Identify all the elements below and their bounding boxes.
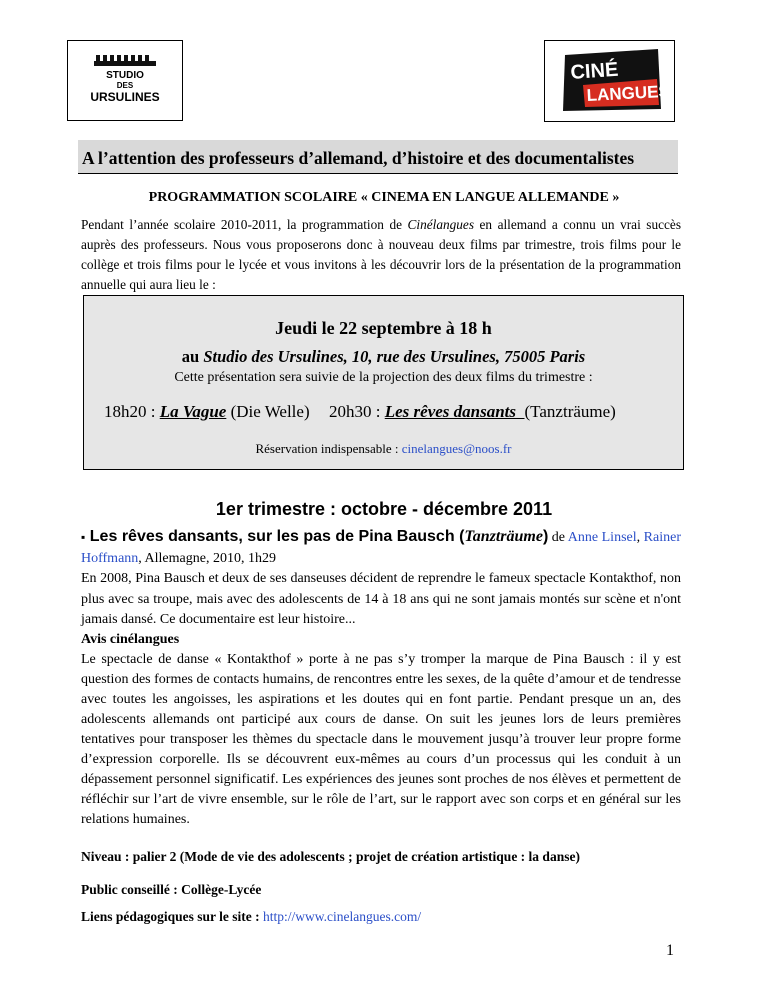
logo-left-line1: STUDIO [106,70,144,81]
cinelangues-logo-art [545,41,674,121]
film-entry [81,527,681,631]
director-link-anne-linsel[interactable]: Anne Linsel [567,530,637,545]
intro-brand: Cinélangues [407,217,474,232]
film2-title: Les rêves dansants [384,402,517,421]
logo-left-line3: URSULINES [90,90,160,104]
trimester-heading: 1er trimestre : octobre - décembre 2011 [215,499,553,519]
page-title: A l’attention des professeurs d’allemand, d’histoire et des documentalistes [82,148,635,168]
event-reservation [83,441,684,457]
studio-ursulines-logo-art [68,41,182,120]
audience-info: Public conseillé : Collège-Lycée [81,882,262,897]
avis-title: Avis cinélangues [81,632,180,647]
director-separator: , [636,530,644,545]
intro-paragraph [81,215,681,295]
film2-time: 20h30 : [329,402,385,421]
film-heading [81,528,548,545]
film1-original: (Die Welle) [226,402,310,421]
program-title: PROGRAMMATION SCOLAIRE « CINEMA EN LANGUE ALLEMANDE » [148,190,620,205]
film-synopsis: En 2008, Pina Bausch et deux de ses danseuses décident de reprendre le fameux spectacle Kontakthof, non plus avec sa troupe, mais avec des adolescents de 14 à 18 ans qui ne sont jamais montés sur scène et n'ont jamais dansé. Ce documentaire est leur histoire... [81,571,681,627]
film1-title: La Vague [159,402,227,421]
reservation-email-link[interactable]: cinelangues@noos.fr [401,441,512,456]
bullet-icon: ▪ [81,530,86,544]
header-divider [78,173,678,174]
cinelangues-site-link[interactable]: http://www.cinelangues.com/ [263,909,422,924]
film-info: , Allemagne, 2010, 1h29 [138,550,276,566]
studio-ursulines-logo [67,40,183,121]
film2-original: (Tanzträume) [524,402,616,421]
film-title: Les rêves dansants, sur les pas de Pina Bausch ( [85,528,465,545]
intro-part1: Pendant l’année scolaire 2010-2011, la programmation de [81,217,408,232]
cinelangues-logo [544,40,675,122]
links-label: Liens pédagogiques sur le site : [81,909,264,924]
film2-screening [329,402,616,422]
event-date: Jeudi le 22 septembre à 18 h [275,318,492,338]
event-place [83,347,684,367]
director-link-rainer-hoffmann[interactable]: Rainer Hoffmann [81,530,681,566]
film1-time: 18h20 : [104,402,160,421]
event-place-prefix: au [181,347,204,366]
page-number: 1 [666,942,674,959]
event-followup: Cette présentation sera suivie de la projection des deux films du trimestre : [174,370,593,385]
intro-part2: en allemand a connu un vrai succès auprès des professeurs. Nous vous proposerons donc à nouveau deux films par trimestre, trois films pour le collège et trois films pour le lycée et vous invitons à les découvrir lors de la présentation de la programmation annuelle qui aura lieu le : [81,217,681,292]
avis-body: Le spectacle de danse « Kontakthof » porte à ne pas s’y tromper la marque de Pina Bausch : il y est question des formes de contacts humains, de rencontres entre les sexes, de la quête d’amour et de tendresse avec toutes les angoisses, les aspirations et les doutes qui en font partie. Pendant presque un an, des adolescents allemands ont participé aux cours de danse. On suit les jeunes lors de leurs premières tentatives pour transposer les thèmes du spectacle dans le mouvement jusqu’à trouver leur propre forme d’expression corporelle. Ils se découvrent eux-mêmes au cours d’un processus qui les conduit à un dépassement personnel significatif. Les expériences des jeunes sont proches de nos élèves et permettent de réfléchir sur l’art de vivre ensemble, sur le rôle de l’art, sur le rapport avec son corps et en général sur les relations humaines. [81,652,681,827]
pedagogical-links [81,909,421,925]
event-place-name: Studio des Ursulines, 10, rue des Ursulines, 75005 Paris [203,347,586,366]
film-by: de [548,530,568,545]
level-info: Niveau : palier 2 (Mode de vie des adolescents ; projet de création artistique : la danse) [81,849,580,864]
logo-right-line1: CINÉ [569,58,620,84]
film1-screening [104,402,310,422]
film-original-title: Tanzträume [464,528,543,545]
logo-left-line2: DES [116,81,134,90]
reservation-label: Réservation indispensable : [255,441,402,456]
film-title-end: ) [542,528,549,545]
logo-right-line2: LANGUES [586,81,671,105]
